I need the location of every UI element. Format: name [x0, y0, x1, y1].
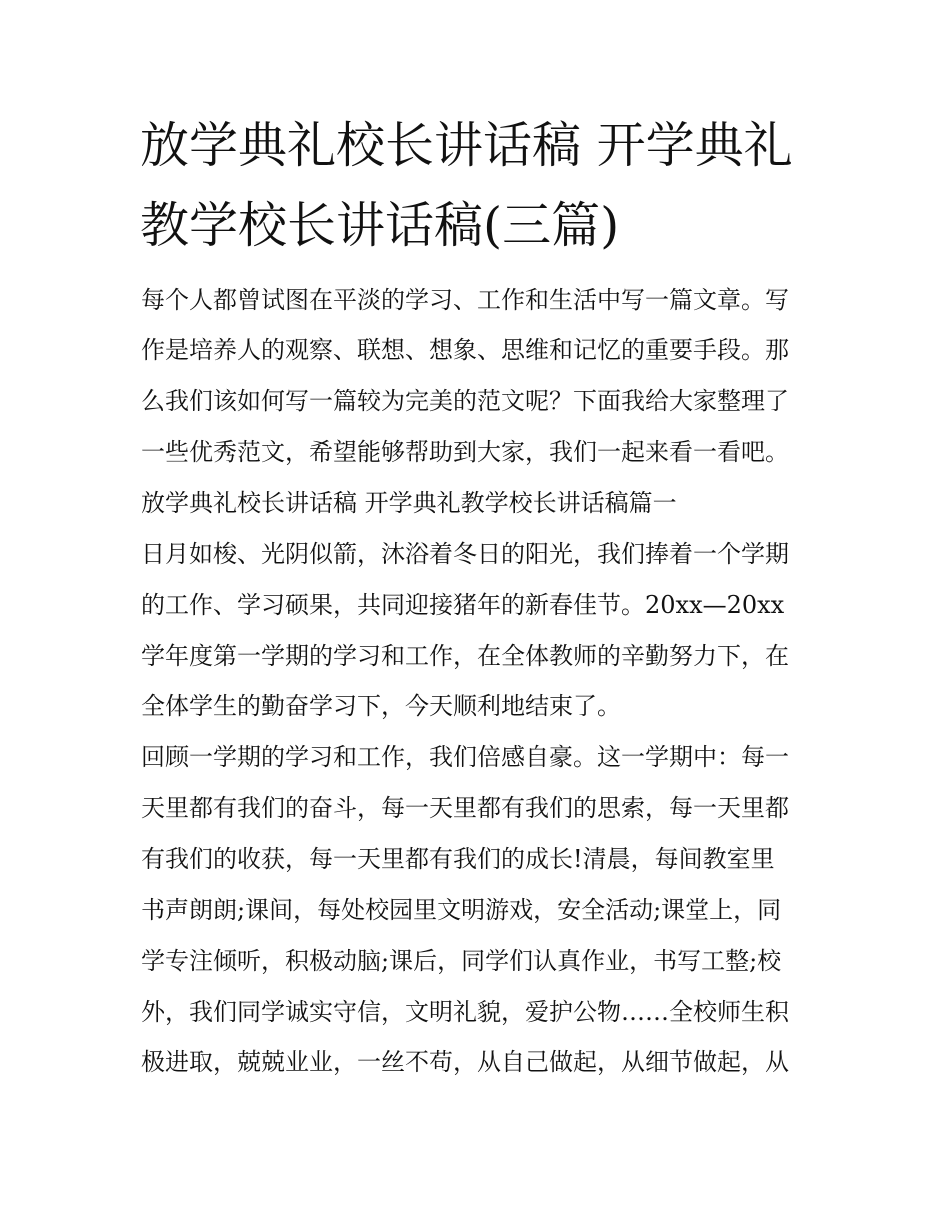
paragraph-line: 外，我们同学诚实守信，文明礼貌，爱护公物……全校师生积 — [141, 998, 789, 1026]
paragraph-line: 学年度第一学期的学习和工作，在全体教师的辛勤努力下，在 — [141, 642, 789, 670]
paragraph-line: 一些优秀范文，希望能够帮助到大家，我们一起来看一看吧。 — [141, 438, 789, 466]
paragraph-line: 书声朗朗;课间，每处校园里文明游戏，安全活动;课堂上，同 — [141, 896, 782, 924]
section-heading-line: 放学典礼校长讲话稿 开学典礼教学校长讲话稿篇一 — [141, 489, 677, 517]
paragraph-line: 回顾一学期的学习和工作，我们倍感自豪。这一学期中：每一 — [141, 743, 789, 771]
paragraph-line: 极进取，兢兢业业，一丝不苟，从自己做起，从细节做起，从 — [141, 1048, 789, 1076]
paragraph-line: 天里都有我们的奋斗，每一天里都有我们的思索，每一天里都 — [141, 794, 789, 822]
paragraph-line: 作是培养人的观察、联想、想象、思维和记忆的重要手段。那 — [141, 336, 789, 364]
paragraph-line: 么我们该如何写一篇较为完美的范文呢？下面我给大家整理了 — [141, 387, 789, 415]
paragraph-line: 学专注倾听，积极动脑;课后，同学们认真作业，书写工整;校 — [141, 947, 782, 975]
paragraph-line: 每个人都曾试图在平淡的学习、工作和生活中写一篇文章。写 — [141, 286, 789, 314]
paragraph-line: 的工作、学习硕果，共同迎接猪年的新春佳节。20xx—20xx — [141, 591, 785, 619]
paragraph-line: 有我们的收获，每一天里都有我们的成长!清晨，每间教室里 — [141, 845, 775, 873]
paragraph-line: 日月如梭、光阴似箭，沐浴着冬日的阳光，我们捧着一个学期 — [141, 540, 789, 568]
paragraph-line: 全体学生的勤奋学习下，今天顺利地结束了。 — [141, 692, 621, 720]
document-title-line-1: 放学典礼校长讲话稿 开学典礼 — [140, 117, 793, 174]
document-title-line-2: 教学校长讲话稿(三篇) — [140, 197, 620, 254]
